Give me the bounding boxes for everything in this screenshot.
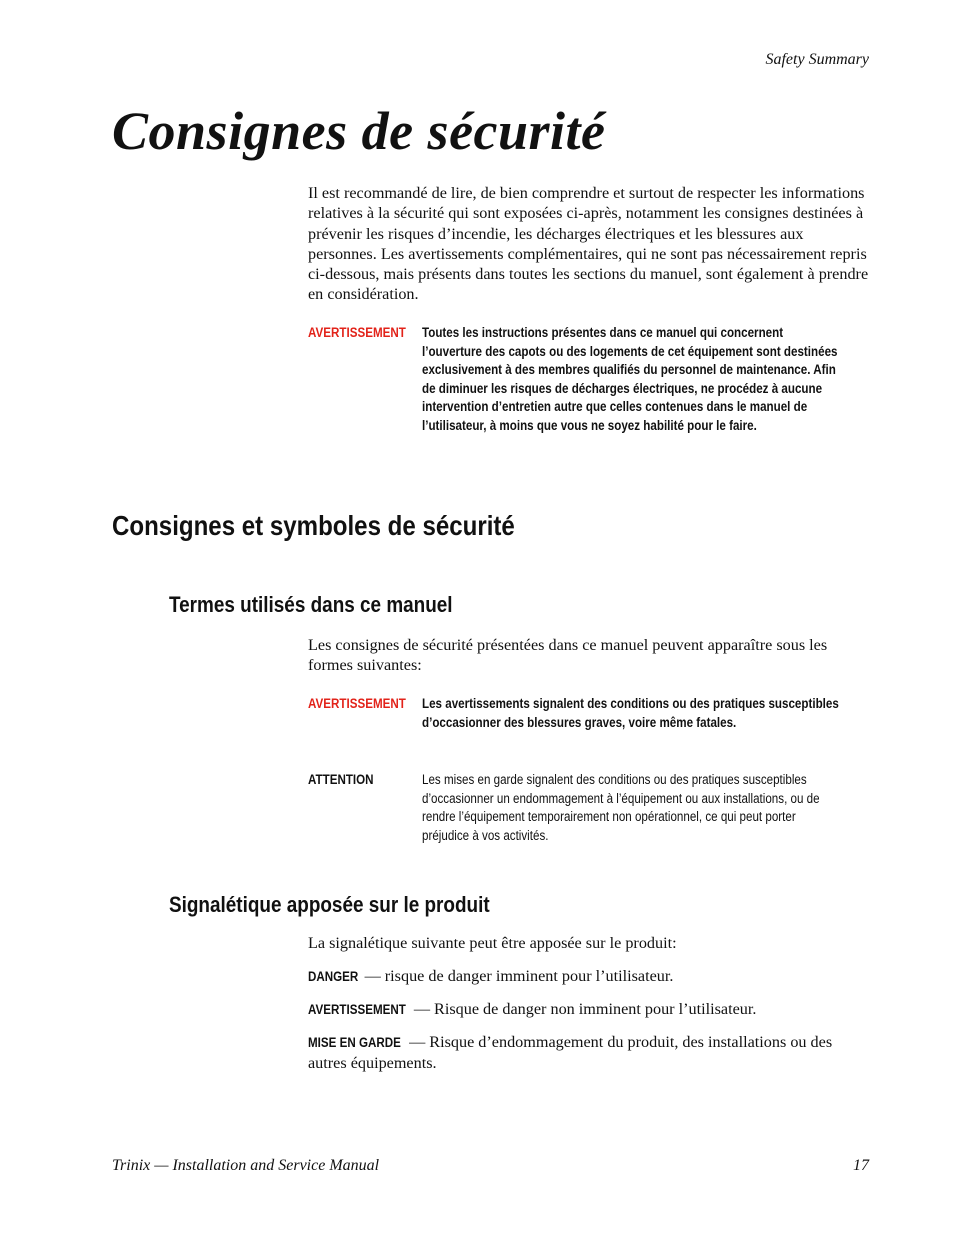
warning-label: AVERTISSEMENT bbox=[308, 325, 406, 340]
sign-keyword: MISE EN GARDE bbox=[308, 1035, 401, 1050]
warning-block-2 bbox=[308, 695, 868, 732]
caution-block bbox=[308, 771, 868, 845]
sign-item-danger bbox=[308, 966, 874, 987]
warning-text: Toutes les instructions présentes dans ce manuel qui concernent l’ouverture des capots ou des logements de cet équipement sont destinées exclusivement à des membres qualifiés du personnel de maintenance. Afin de diminuer les risques de décharges électriques, ne procédez à aucune intervention d’entretien autre que celles contenues dans le manuel de l’utilisateur, à moins que vous ne soyez habilité pour le faire. bbox=[422, 325, 838, 433]
warning-block-1 bbox=[308, 324, 868, 436]
intro-paragraph: Il est recommandé de lire, de bien comprendre et surtout de respecter les informations relatives à la sécurité qui sont exposées ci-après, notamment les consignes destinées à prévenir les risques d’incendie, les décharges électriques et les blessures aux personnes. Les avertissements complémentaires, qui ne sont pas nécessairement repris ci-dessous, mais présents dans toutes les sections du manuel, sont également à prendre en considération. bbox=[308, 184, 869, 304]
sign-item-warning bbox=[308, 999, 874, 1020]
caution-label: ATTENTION bbox=[308, 772, 374, 787]
sign-description: — Risque de danger non imminent pour l’utilisateur. bbox=[413, 1000, 757, 1018]
subsection-heading-terms: Termes utilisés dans ce manuel bbox=[169, 592, 453, 617]
caution-text: Les mises en garde signalent des conditions ou des pratiques susceptibles d’occasionner un endommagement à l’équipement ou aux installations, ou de rendre l’équipement temporairement non opérationnel, ce qui peut porter préjudice à vos activités. bbox=[422, 772, 820, 843]
sign-description: — Risque d’endommagement du produit, des installations ou des autres équipements. bbox=[308, 1033, 833, 1073]
section-heading: Consignes et symboles de sécurité bbox=[112, 510, 515, 541]
running-header: Safety Summary bbox=[765, 51, 869, 68]
page-number: 17 bbox=[853, 1157, 869, 1174]
signs-intro: La signalétique suivante peut être apposée sur le produit: bbox=[308, 934, 677, 952]
sign-keyword: AVERTISSEMENT bbox=[308, 1002, 406, 1017]
sign-description: — risque de danger imminent pour l’utilisateur. bbox=[364, 967, 674, 985]
subsection-heading-signs: Signalétique apposée sur le produit bbox=[169, 892, 490, 917]
sign-item-caution bbox=[308, 1032, 874, 1074]
footer-manual-title: Trinix — Installation and Service Manual bbox=[112, 1157, 380, 1174]
terms-intro: Les consignes de sécurité présentées dans ce manuel peuvent apparaître sous les formes suivantes: bbox=[308, 636, 828, 675]
warning-label: AVERTISSEMENT bbox=[308, 696, 406, 711]
page-title: Consignes de sécurité bbox=[112, 101, 606, 161]
sign-keyword: DANGER bbox=[308, 969, 359, 984]
warning-text: Les avertissements signalent des conditions ou des pratiques susceptibles d’occasionner des blessures graves, voire même fatales. bbox=[422, 696, 839, 730]
